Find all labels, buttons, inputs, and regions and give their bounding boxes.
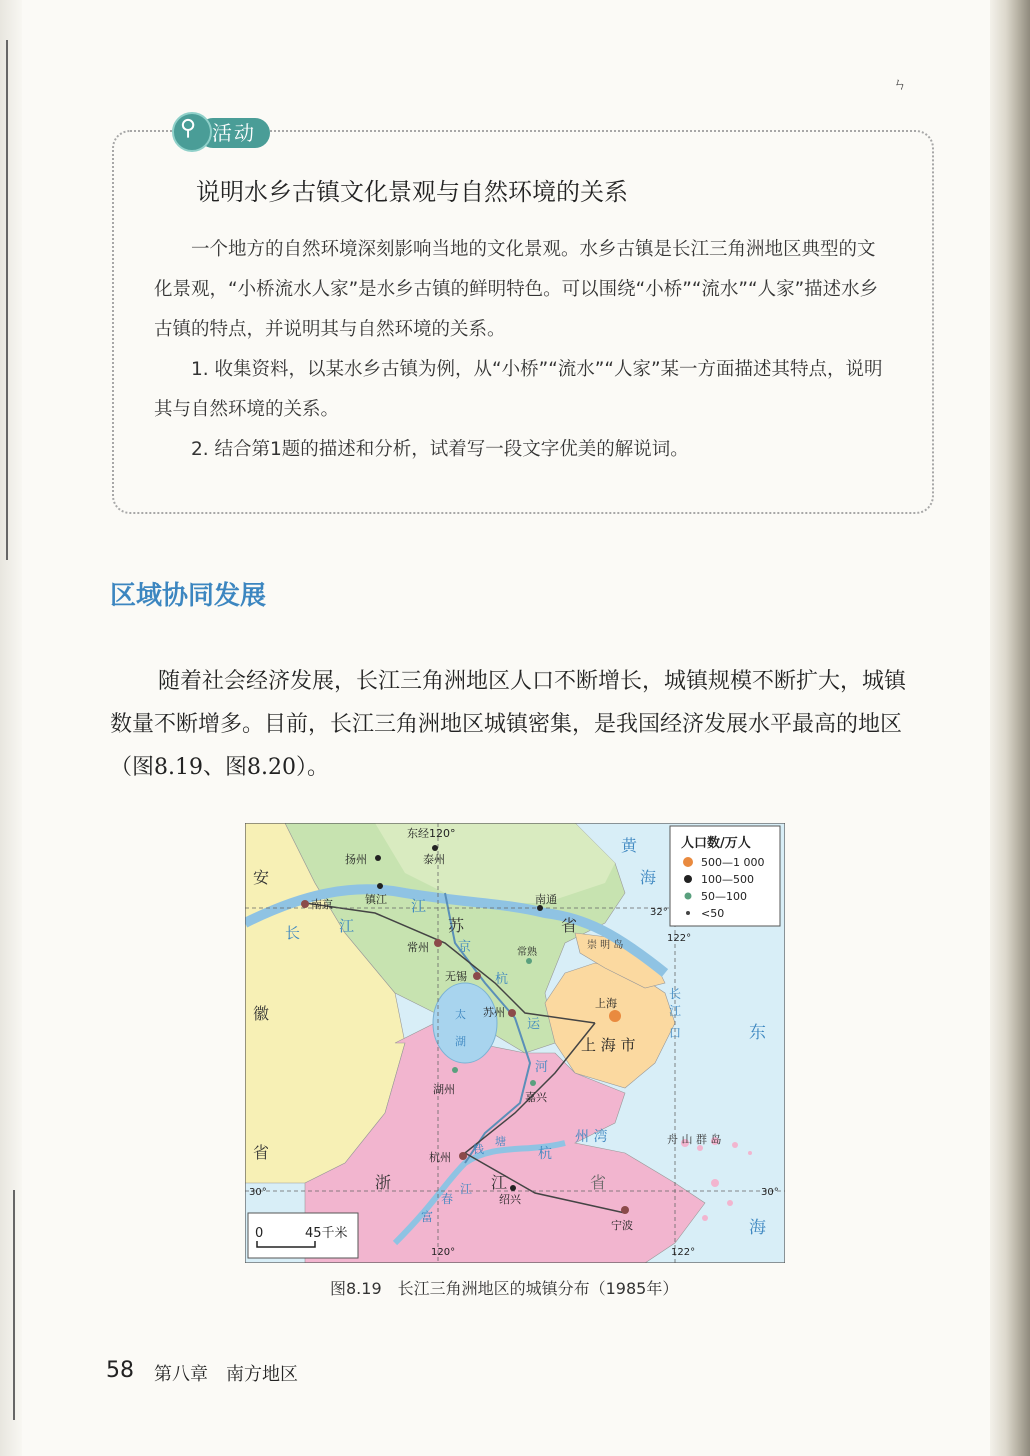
region-label: 舟 山 群 岛 — [667, 1133, 722, 1146]
region-label: 苏 — [448, 916, 465, 935]
scale-distance: 45千米 — [305, 1226, 348, 1241]
grid-label: 30° — [249, 1187, 267, 1198]
island — [711, 1179, 719, 1187]
city-label: 嘉兴 — [525, 1091, 547, 1104]
legend-marker-500-1000 — [683, 857, 693, 867]
region-label: 江 — [491, 1173, 508, 1192]
city-marker-changzhou — [434, 939, 442, 947]
activity-item-2: 2. 结合第1题的描述和分析，试着写一段文字优美的解说词。 — [191, 439, 689, 460]
corner-mark: ㄣ — [893, 77, 907, 93]
grid-label: 122° — [671, 1247, 696, 1258]
region-label: 黄 — [621, 836, 638, 855]
chapter-title: 南方地区 — [226, 1364, 298, 1385]
region-label: 口 — [669, 1026, 682, 1040]
city-marker-yangzhou — [375, 855, 381, 861]
region-label: 浙 — [375, 1173, 392, 1192]
city-label: 扬州 — [345, 853, 367, 866]
region-label: 海 — [749, 1218, 766, 1238]
city-label: 杭州 — [429, 1151, 451, 1164]
region-label: 春 — [441, 1192, 454, 1206]
region-label: 崇 明 岛 — [587, 940, 624, 951]
region-label: 省 — [253, 1143, 270, 1162]
region-label: 江 — [669, 1004, 682, 1018]
grid-label: 122° — [667, 933, 692, 944]
city-marker-shaoxing — [510, 1185, 516, 1191]
grid-label: 32° — [650, 907, 668, 918]
figure-caption: 图8.19 长江三角洲地区的城镇分布（1985年） — [330, 1279, 679, 1298]
city-marker-jiaxing — [530, 1080, 536, 1086]
binding-line — [13, 1190, 15, 1420]
city-marker-ningbo — [621, 1206, 629, 1214]
city-marker-nanjing — [301, 900, 309, 908]
city-marker-hangzhou — [459, 1152, 467, 1160]
region-label: 安 — [253, 868, 270, 887]
legend-marker-lt50 — [686, 911, 690, 915]
page-binding-edge — [0, 0, 22, 1456]
activity-title: 说明水乡古镇文化景观与自然环境的关系 — [196, 178, 628, 206]
page-number: 58 — [106, 1358, 134, 1383]
island — [727, 1200, 733, 1206]
region-label: 江 — [339, 917, 355, 935]
city-marker-huzhou — [452, 1067, 458, 1073]
region-label: 上 海 市 — [581, 1036, 636, 1054]
region-label: 海 — [640, 868, 657, 887]
city-label: 宁波 — [611, 1219, 633, 1232]
region-label: 东 — [749, 1023, 766, 1043]
region-label: 太 — [455, 1008, 466, 1021]
region-label: 徽 — [253, 1004, 270, 1023]
region-label: 长 — [669, 987, 682, 1001]
map-svg — [245, 823, 785, 1263]
city-label: 绍兴 — [499, 1193, 521, 1206]
city-marker-suzhou — [508, 1009, 516, 1017]
city-marker-taizhou — [432, 845, 438, 851]
binding-line — [6, 40, 8, 560]
city-label: 泰州 — [423, 853, 445, 866]
region-label: 杭 — [495, 972, 509, 987]
city-label: 常州 — [407, 941, 429, 954]
region-label: 江 — [460, 1182, 473, 1196]
city-label: 镇江 — [365, 893, 387, 906]
city-marker-wuxi — [473, 972, 481, 980]
region-label: 湖 — [455, 1035, 466, 1048]
city-label: 南京 — [311, 898, 333, 911]
legend-title: 人口数/万人 — [681, 836, 751, 851]
region-label: 长 — [285, 924, 301, 942]
section-paragraph: 随着社会经济发展，长江三角洲地区人口不断增长，城镇规模不断扩大，城镇数量不断增多。目前，长江三角洲地区城镇密集，是我国经济发展水平最高的地区（图8.19、图8.20）。 — [110, 669, 907, 780]
activity-item-1: 1. 收集资料，以某水乡古镇为例，从“小桥”“流水”“人家”某一方面描述其特点，说明其与自然环境的关系。 — [154, 359, 883, 420]
island — [732, 1142, 738, 1148]
activity-badge-label: 活动 — [198, 118, 270, 148]
region-label: 省 — [561, 916, 578, 935]
city-label: 无锡 — [445, 970, 467, 983]
city-label: 苏州 — [483, 1006, 505, 1019]
legend-marker-100-500 — [684, 875, 692, 883]
region-label: 京 — [458, 940, 472, 955]
chapter-label: 第八章 — [154, 1364, 208, 1385]
region-label: 富 — [421, 1210, 434, 1224]
city-label: 上海 — [595, 997, 617, 1010]
city-marker-changshu — [526, 958, 532, 964]
city-marker-shanghai — [609, 1010, 621, 1022]
legend-label: 500—1 000 — [701, 856, 765, 869]
city-marker-zhenjiang — [377, 883, 383, 889]
region-label: 钱 — [473, 1143, 484, 1156]
region-label: 江 — [411, 897, 427, 915]
section-title: 区域协同发展 — [110, 581, 267, 611]
magnifier-icon: ⚲ — [180, 116, 197, 141]
region-label: 塘 — [495, 1135, 506, 1148]
legend-marker-50-100 — [685, 893, 692, 900]
activity-intro: 一个地方的自然环境深刻影响当地的文化景观。水乡古镇是长江三角洲地区典型的文化景观，“小桥流水人家”是水乡古镇的鲜明特色。可以围绕“小桥”“流水”“人家”描述水乡古镇的特点，并说明其与自然环境的关系。 — [154, 239, 879, 340]
island — [702, 1215, 708, 1221]
region-label: 河 — [535, 1060, 549, 1075]
city-label: 南通 — [535, 893, 557, 906]
activity-badge — [172, 110, 272, 152]
grid-label: 120° — [431, 1247, 456, 1258]
legend-label: 100—500 — [701, 873, 754, 886]
island — [748, 1151, 752, 1155]
region-label: 州 湾 — [575, 1129, 608, 1145]
book-spine-edge — [990, 0, 1030, 1456]
taihu-lake — [433, 983, 497, 1063]
grid-label: 东经120° — [407, 827, 456, 840]
region-label: 杭 — [538, 1146, 552, 1162]
grid-label: 30° — [761, 1187, 779, 1198]
region-label: 运 — [527, 1017, 541, 1032]
legend-label: 50—100 — [701, 890, 747, 903]
city-label: 常熟 — [517, 947, 537, 958]
scale-zero: 0 — [255, 1226, 264, 1241]
city-label: 湖州 — [433, 1083, 455, 1096]
legend-label: <50 — [701, 907, 725, 920]
region-label: 省 — [590, 1173, 607, 1192]
map-figure — [245, 823, 785, 1263]
